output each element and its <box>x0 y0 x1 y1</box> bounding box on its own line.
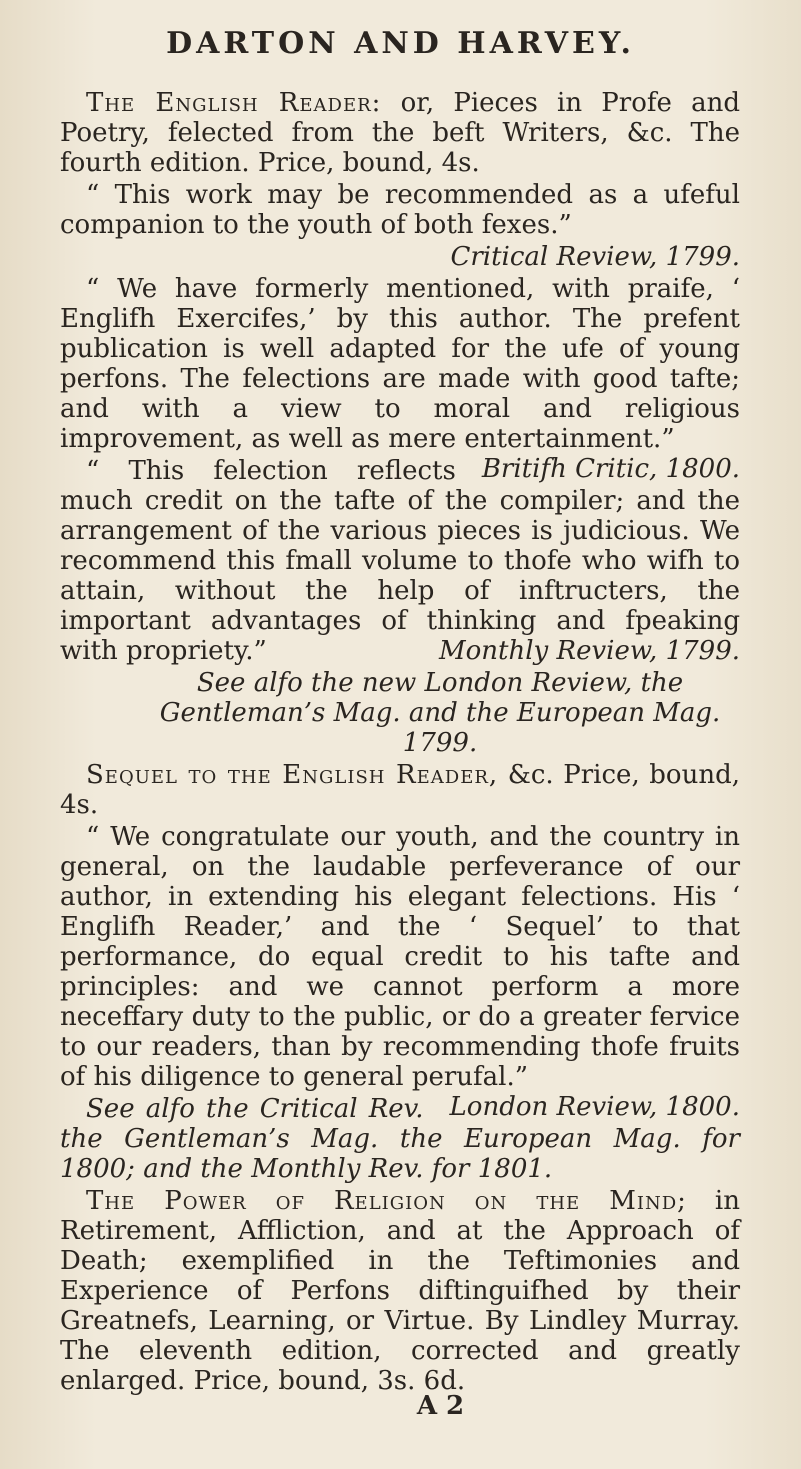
entry-text: &c. Price, bound, 4s. <box>60 760 740 820</box>
entry-text: or, Pieces in Profe and Poetry, felected from the beft Writers, &c. The fourth edition. Price, bound, 4s. <box>60 88 740 178</box>
entry-english-reader <box>60 88 740 178</box>
review-quote: “ We have formerly mentioned, with praife, ‘ Englifh Exercifes,’ by this author. The prefent publication is well adapted for the ufe of young perfons. The felections are made with good tafte; and with a view to moral and religious improvement, as well as mere entertainment.” Britifh Critic, 1800. <box>60 274 740 484</box>
review-quote: “ This felection reflects much credit on the tafte of the compiler; and the arrangement of the various pieces is judicious. We recommend this fmall volume to thofe who wifh to attain, without the help of inftructers, the important advantages of thinking and fpeaking with propriety.” Monthly Review, 1799. <box>60 456 740 666</box>
review-quote: “ We congratulate our youth, and the country in general, on the laudable perfeverance of our author, in extending his elegant felections. His ‘ Englifh Reader,’ and the ‘ Sequel’ to that performance, do equal credit to his tafte and principles: and we cannot perform a more neceffary duty to the public, or do a greater fervice to our readers, than by recommending thofe fruits of his diligence to general perufal.” London Review, 1800. <box>60 822 740 1122</box>
entry-title: The English Reader: <box>86 88 382 118</box>
entry-power-of-religion <box>60 1186 740 1396</box>
entry-title: The Power of Religion on the Mind; <box>86 1186 687 1216</box>
review-attribution: Britifh Critic, 1800. <box>481 454 740 484</box>
entry-text: in Retirement, Affliction, and at the Approach of Death; exemplified in the Teftimonies and Experience of Perfons diftinguifhed by their Greatnefs, Learning, or Virtue. By Lindley Murray. The eleventh edition, corrected and greatly enlarged. Price, bound, 3s. 6d. <box>60 1186 740 1396</box>
review-attribution: London Review, 1800. <box>449 1092 740 1122</box>
review-quote: “ This work may be recommended as a ufeful companion to the youth of both fexes.” <box>60 180 740 240</box>
advertisement-text <box>60 88 740 1398</box>
entry-title: Sequel to the English Reader, <box>86 760 499 790</box>
entry-sequel <box>60 760 740 820</box>
see-also-note: See alfo the new London Review, the Gentleman’s Mag. and the European Mag. 1799. <box>159 668 721 758</box>
review-attribution: Critical Review, 1799. <box>450 242 740 272</box>
see-also-note: See alfo the Critical Rev. the Gentleman’s Mag. the European Mag. for 1800; and the Monthly Rev. for 1801. <box>60 1094 740 1184</box>
review-attribution: Monthly Review, 1799. <box>439 636 740 666</box>
signature-mark: A 2 <box>416 1391 465 1421</box>
page-header: DARTON AND HARVEY. <box>166 26 635 61</box>
